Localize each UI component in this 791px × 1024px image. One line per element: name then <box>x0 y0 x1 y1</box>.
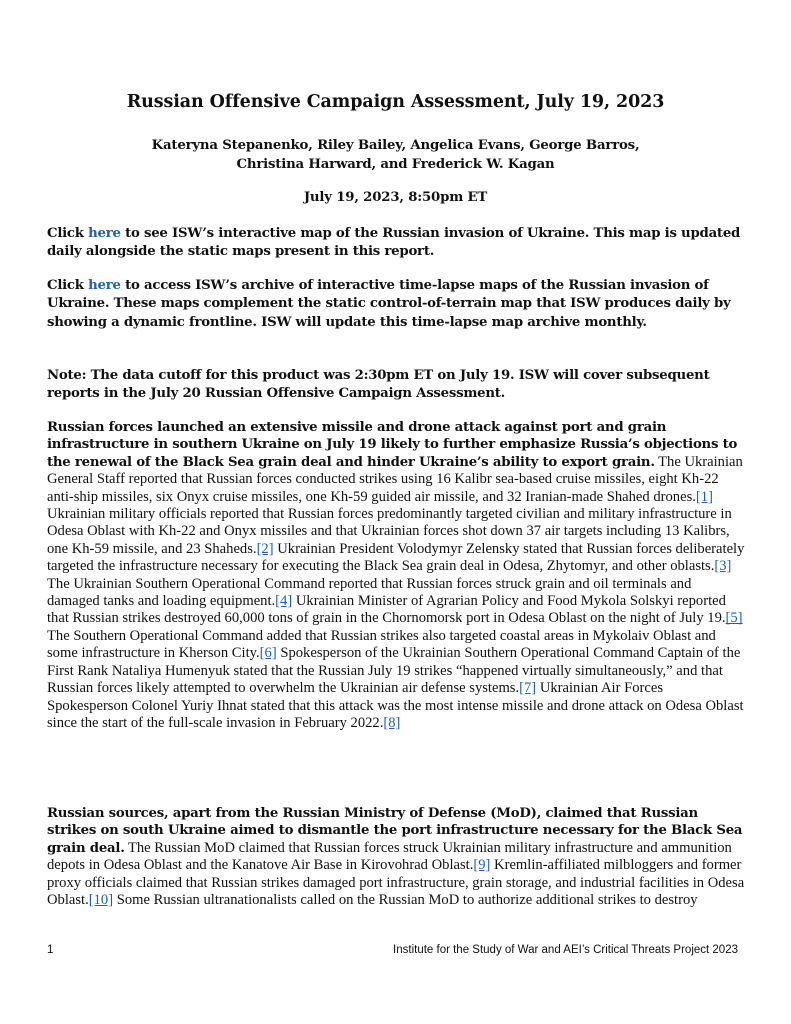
footnote-link[interactable]: [4] <box>275 593 293 610</box>
author-list <box>60 136 731 174</box>
page-number: 1 <box>47 944 54 956</box>
paragraph-1-text: Ukrainian military officials reported that Russian forces predominantly targeted civilian and military infrastructure in Odesa Oblast with Kh-22 and Onyx missiles and that Ukrainian forces shot down 37 air targets including 13 Kalibrs, one Kh-59 missile, and 23 Shaheds. <box>47 506 732 557</box>
footnote-link[interactable]: [3] <box>714 558 732 575</box>
paragraph-1-text: Ukrainian President Volodymyr Zelensky stated that Russian forces deliberately targeted the infrastructure necessary for executing the Black Sea grain deal in Odesa, Zhytomyr, and other oblasts. <box>47 540 745 575</box>
authors-line-2: Christina Harward, and Frederick W. Kagan <box>236 157 555 172</box>
footnote-link[interactable]: [5] <box>725 610 743 627</box>
map-notice-text: to see ISW’s interactive map of the Russian invasion of Ukraine. This map is updated daily alongside the static maps present in this report. <box>47 226 741 260</box>
footnote-link[interactable]: [9] <box>473 857 491 874</box>
footnote-link[interactable]: [6] <box>259 645 277 662</box>
paragraph-russian-source-claims <box>47 805 747 909</box>
footer-organization: Institute for the Study of War and AEI’s Critical Threats Project 2023 <box>393 944 738 956</box>
archive-notice-prefix: Click <box>47 278 89 293</box>
footnote-link[interactable]: [2] <box>256 540 274 557</box>
footnote-link[interactable]: [7] <box>519 680 537 697</box>
authors-line-1: Kateryna Stepanenko, Riley Bailey, Angelica Evans, George Barros, <box>151 138 640 153</box>
paragraph-2-lead: Russian sources, apart from the Russian Ministry of Defense (MoD), claimed that Russian strikes on south Ukraine aimed to dismantle the port infrastructure necessary for the Black Sea grain deal. <box>47 806 743 856</box>
archive-notice-text: to access ISW’s archive of interactive time-lapse maps of the Russian invasion of Ukraine. These maps complement the static control-of-terrain map that ISW produces daily by showing a dynamic frontline. ISW will update this time-lapse map archive monthly. <box>47 278 731 330</box>
footnote-link[interactable]: [1] <box>695 488 713 505</box>
paragraph-2-text: Some Russian ultranationalists called on the Russian MoD to authorize additional strikes to destroy <box>113 892 698 909</box>
paragraph-1-text: Ukrainian Air Forces Spokesperson Colonel Yuriy Ihnat stated that this attack was the most intense missile and drone attack on Odesa Oblast since the start of the full-scale invasion in February 2022. <box>47 680 744 731</box>
paragraph-2-text: The Russian MoD claimed that Russian forces struck Ukrainian military infrastructure and ammunition depots in Odesa Oblast and the Kanatove Air Base in Kirovohrad Oblast. <box>47 839 732 874</box>
paragraph-strikes-on-grain-infrastructure <box>47 419 747 732</box>
timelapse-archive-notice <box>47 277 747 332</box>
paragraph-1-text: The Ukrainian Southern Operational Command reported that Russian forces struck grain and oil terminals and damaged tanks and loading equipment. <box>47 575 692 610</box>
paragraph-2-text: Kremlin-affiliated milbloggers and former proxy officials claimed that Russian strikes damaged port infrastructure, grain storage, and industrial facilities in Odesa Oblast. <box>47 857 745 909</box>
paragraph-1-text: Spokesperson of the Ukrainian Southern Operational Command Captain of the First Rank Nataliya Humenyuk stated that the Russian July 19 strikes “happened virtually simultaneously,” and that Russian forces likely attempted to overwhelm the Ukrainian air defense systems. <box>47 645 741 697</box>
map-notice-prefix: Click <box>47 226 89 241</box>
footnote-link[interactable]: [8] <box>383 714 401 731</box>
publication-dateline: July 19, 2023, 8:50pm ET <box>303 190 488 205</box>
page-footer <box>47 944 738 960</box>
paragraph-1-text: The Southern Operational Command added that Russian strikes also targeted coastal areas in Mykolaiv Oblast and some infrastructure in Kherson City. <box>47 627 716 662</box>
interactive-map-link[interactable]: here <box>88 226 121 241</box>
timelapse-archive-link[interactable]: here <box>88 278 121 293</box>
paragraph-1-text: Ukrainian Minister of Agrarian Policy and Food Mykola Solskyi reported that Russian strikes destroyed 60,000 tons of grain in the Chornomorsk port in Odesa Oblast on the night of July 19. <box>47 593 726 627</box>
data-cutoff-note: Note: The data cutoff for this product was 2:30pm ET on July 19. ISW will cover subsequent reports in the July 20 Russian Offensive Campaign Assessment. <box>47 368 710 402</box>
footnote-link[interactable]: [10] <box>88 892 114 909</box>
paragraph-1-text: The Ukrainian General Staff reported that Russian forces conducted strikes using 16 Kalibr sea-based cruise missiles, eight Kh-22 anti-ship missiles, six Onyx cruise missiles, one Kh-59 guided air missile, and 32 Iranian-made Shahed drones. <box>47 453 743 505</box>
paragraph-1-lead: Russian forces launched an extensive missile and drone attack against port and grain infrastructure in southern Ukraine on July 19 likely to further emphasize Russia’s objections to the renewal of the Black Sea grain deal and hinder Ukraine’s ability to export grain. <box>47 420 738 470</box>
interactive-map-notice <box>47 225 747 262</box>
page-title: Russian Offensive Campaign Assessment, July 19, 2023 <box>126 92 665 112</box>
